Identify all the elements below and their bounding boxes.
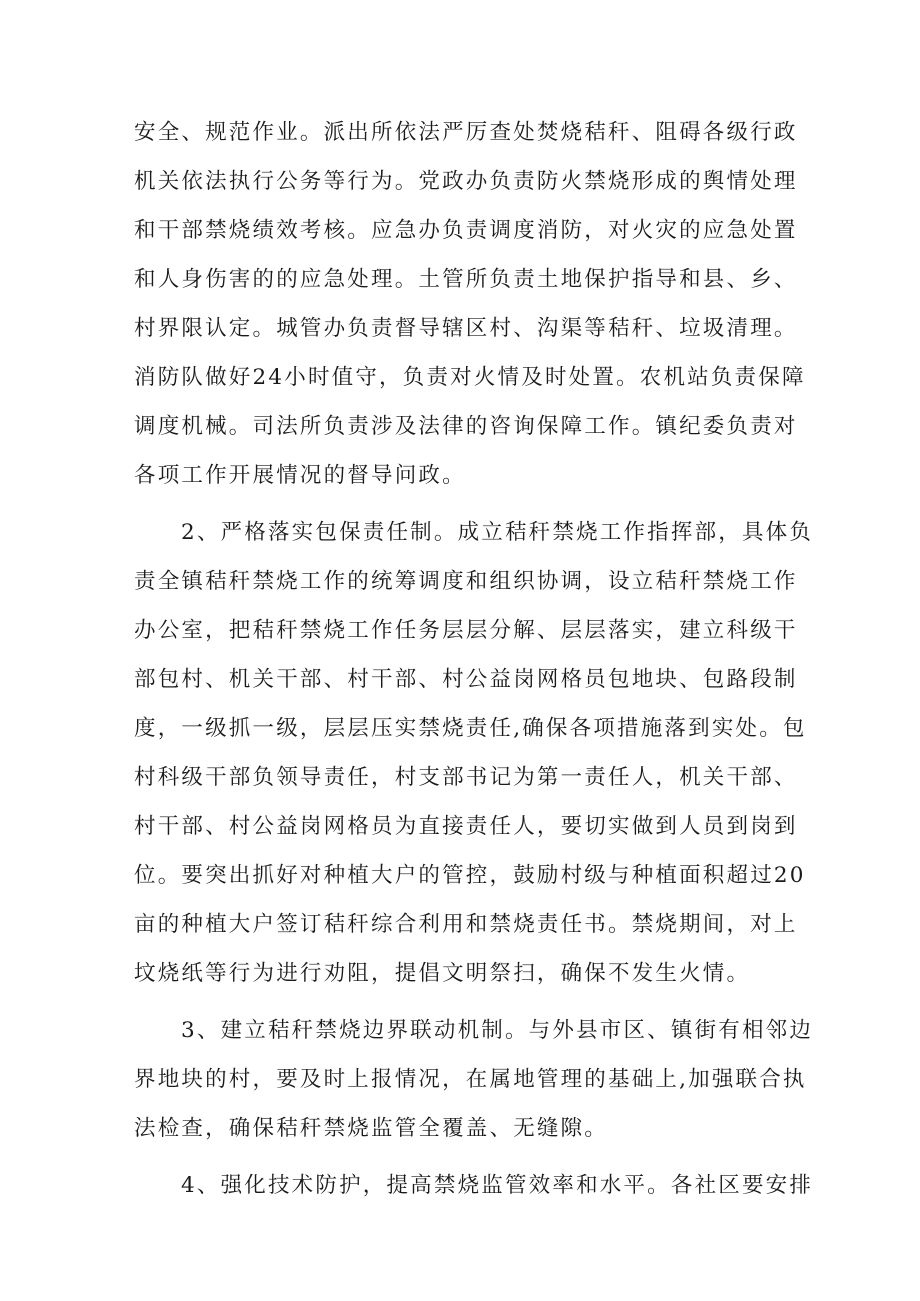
paragraph-4 — [134, 1161, 814, 1210]
paragraph-3 — [134, 1006, 814, 1153]
text-line: 4、强化技术防护，提高禁烧监管效率和水平。各社区要安排 — [181, 1173, 814, 1198]
text-line: 责全镇秸秆禁烧工作的统筹调度和组织协调，设立秸秆禁烧工作 — [134, 569, 798, 594]
text-line: 各项工作开展情况的督导问政。 — [134, 463, 466, 488]
text-line: 部包村、机关干部、村干部、村公益岗网格员包地块、包路段制 — [134, 667, 798, 692]
text-line: 村干部、村公益岗网格员为直接责任人，要切实做到人员到岗到 — [134, 814, 798, 839]
text-line: 和干部禁烧绩效考核。应急办负责调度消防，对火灾的应急处置 — [134, 218, 798, 243]
text-line: 度，一级抓一级，层层压实禁烧责任,确保各项措施落到实处。包 — [134, 716, 807, 741]
paragraph-2 — [134, 508, 814, 998]
document-page — [134, 108, 814, 1218]
text-line: 坟烧纸等行为进行劝阻，提倡文明祭扫，确保不发生火情。 — [134, 961, 751, 986]
text-line: 消防队做好24小时值守，负责对火情及时处置。农机站负责保障 — [134, 365, 806, 390]
text-line: 和人身伤害的的应急处理。土管所负责土地保护指导和县、乡、 — [134, 267, 798, 292]
text-line: 法检查，确保秸秆禁烧监管全覆盖、无缝隙。 — [134, 1116, 609, 1141]
text-line: 村科级干部负领导责任，村支部书记为第一责任人，机关干部、 — [134, 765, 798, 790]
text-line: 位。要突出抓好对种植大户的管控，鼓励村级与种植面积超过20 — [134, 863, 806, 888]
text-line: 调度机械。司法所负责涉及法律的咨询保障工作。镇纪委负责对 — [134, 414, 798, 439]
text-line: 界地块的村，要及时上报情况，在属地管理的基础上,加强联合执 — [134, 1067, 807, 1092]
text-line: 机关依法执行公务等行为。党政办负责防火禁烧形成的舆情处理 — [134, 169, 798, 194]
text-line: 亩的种植大户签订秸秆综合利用和禁烧责任书。禁烧期间，对上 — [134, 912, 798, 937]
text-line: 2、严格落实包保责任制。成立秸秆禁烧工作指挥部，具体负 — [181, 520, 814, 545]
text-line: 3、建立秸秆禁烧边界联动机制。与外县市区、镇街有相邻边 — [181, 1018, 814, 1043]
text-line: 村界限认定。城管办负责督导辖区村、沟渠等秸秆、垃圾清理。 — [134, 316, 798, 341]
text-line: 办公室，把秸秆禁烧工作任务层层分解、层层落实，建立科级干 — [134, 618, 798, 643]
text-line: 安全、规范作业。派出所依法严厉查处焚烧秸秆、阻碍各级行政 — [134, 120, 798, 145]
paragraph-1 — [134, 108, 806, 500]
